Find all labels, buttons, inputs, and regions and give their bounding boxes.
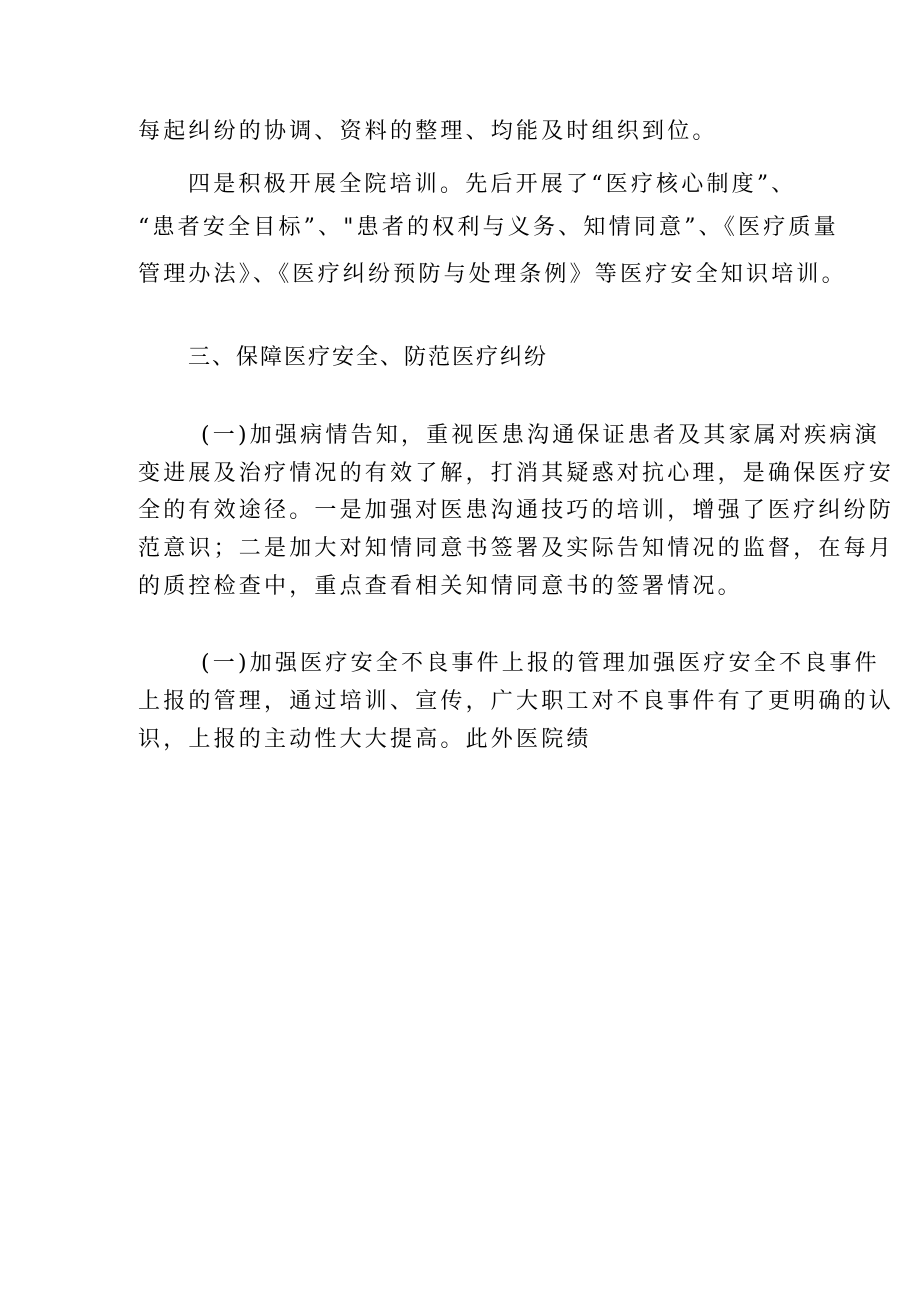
paragraph-4-line-1: (一)加强医疗安全不良事件上报的管理加强医疗安全不良事件	[201, 651, 880, 676]
paragraph-2-line-2: “患者安全目标”、"患者的权利与义务、知情同意”、《医疗质量	[138, 215, 839, 240]
paragraph-3-line-2: 变进展及治疗情况的有效了解，打消其疑惑对抗心理，是确保医疗安	[138, 461, 895, 486]
paragraph-1-line-1: 每起纠纷的协调、资料的整理、均能及时组织到位。	[138, 119, 718, 144]
paragraph-3-line-3: 全的有效途径。一是加强对医患沟通技巧的培训，增强了医疗纠纷防	[138, 498, 895, 523]
paragraph-3-line-5: 的质控检查中，重点查看相关知情同意书的签署情况。	[138, 574, 743, 599]
paragraph-4-line-3: 识，上报的主动性大大提高。此外医院绩	[138, 727, 592, 752]
paragraph-2-line-1: 四是积极开展全院培训。先后开展了“医疗核心制度”、	[188, 172, 797, 197]
paragraph-2-line-3: 管理办法》、《医疗纠纷预防与处理条例》等医疗安全知识培训。	[138, 262, 847, 287]
section-heading-3: 三、保障医疗安全、防范医疗纠纷	[188, 345, 549, 370]
paragraph-4-line-2: 上报的管理，通过培训、宣传，广大职工对不良事件有了更明确的认	[138, 689, 895, 714]
paragraph-3-line-1: (一)加强病情告知，重视医患沟通保证患者及其家属对疾病演	[201, 423, 880, 448]
paragraph-3-line-4: 范意识；二是加大对知情同意书签署及实际告知情况的监督，在每月	[138, 536, 895, 561]
